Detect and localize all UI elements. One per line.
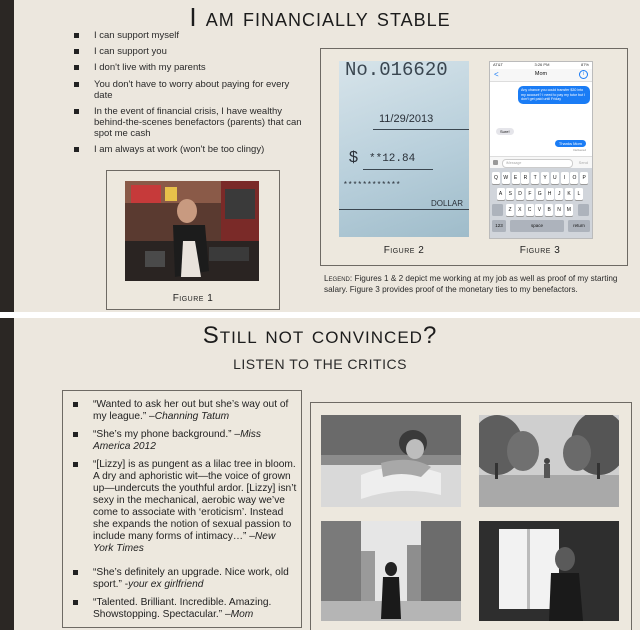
photo-lying-down — [321, 415, 461, 507]
keyboard-key-s[interactable]: S — [506, 188, 514, 200]
photo-orchard — [479, 415, 619, 507]
slide-title: Still not convinced? — [202, 322, 438, 349]
keyboard-key-w[interactable]: W — [502, 172, 510, 184]
bullet-square-icon — [73, 462, 78, 467]
keyboard-key-return[interactable]: return — [568, 220, 590, 232]
keyboard-key-c[interactable]: C — [526, 204, 534, 216]
keyboard-key-k[interactable]: K — [565, 188, 573, 200]
keyboard-key-x[interactable]: X — [516, 204, 524, 216]
keyboard-key-l[interactable]: L — [575, 188, 583, 200]
contact-name: Mom — [534, 71, 548, 77]
send-button[interactable]: Send — [578, 160, 588, 165]
bullet-square-icon — [74, 49, 79, 54]
phone-nav-bar — [490, 69, 592, 82]
quotes-box — [62, 390, 302, 628]
figure3-phone-screenshot — [489, 61, 593, 239]
check-dollars-word: DOLLAR — [431, 199, 464, 208]
bullet-item: I don't live with my parents — [94, 62, 304, 73]
check-number: No.016620 — [345, 61, 448, 81]
keyboard-key-y[interactable]: Y — [541, 172, 549, 184]
info-icon[interactable]: i — [579, 70, 588, 79]
keyboard-key-q[interactable]: Q — [492, 172, 500, 184]
bullet-item: I am always at work (won't be too clingy) — [94, 144, 304, 155]
figures2-3-frame — [320, 48, 628, 266]
figure2-check-photo — [339, 61, 469, 237]
figure-legend — [324, 274, 622, 295]
quote-source: Mom — [230, 609, 254, 620]
quote-item: “Talented. Brilliant. Incredible. Amazing. Showstopping. Spectacular.” –Mom — [93, 597, 298, 621]
keyboard-key-j[interactable]: J — [555, 188, 563, 200]
left-accent-bar — [0, 0, 14, 312]
keyboard-key-d[interactable]: D — [516, 188, 524, 200]
quote-item: “She’s my phone background.” –Miss America 2012 — [93, 429, 298, 453]
message-input[interactable]: iMessage — [502, 159, 573, 168]
figure3-caption: Figure 3 — [519, 245, 561, 256]
quote-item: “She’s definitely an upgrade. Nice work, old sport.” -your ex girlfriend — [93, 567, 298, 591]
keyboard-key-a[interactable]: A — [497, 188, 505, 200]
camera-icon[interactable] — [493, 160, 498, 165]
keyboard-key-r[interactable]: R — [521, 172, 529, 184]
phone-status-bar: AT&T 3:26 PM 87% — [493, 62, 589, 67]
check-date: 11/29/2013 — [379, 113, 434, 125]
keyboard-key-u[interactable]: U — [551, 172, 559, 184]
phone-keyboard — [490, 168, 592, 238]
photo-window-portrait — [479, 521, 619, 621]
received-message-bubble: Sure! — [496, 128, 514, 135]
keyboard-key-n[interactable]: N — [555, 204, 563, 216]
quote-item: “Wanted to ask her out but she’s way out of my league.” –Channing Tatum — [93, 399, 298, 423]
bullet-square-icon — [73, 402, 78, 407]
quote-source: Channing Tatum — [154, 411, 230, 422]
slide-subtitle: LISTEN TO THE CRITICS — [233, 356, 407, 372]
keyboard-key-space[interactable]: space — [510, 220, 564, 232]
keyboard-key-h[interactable]: H — [546, 188, 554, 200]
slide-critics — [0, 318, 640, 630]
figure1-frame — [106, 170, 280, 310]
check-amount: **12.84 — [369, 153, 416, 165]
check-stars: ************ — [343, 181, 401, 190]
figure1-caption: Figure 1 — [172, 293, 214, 304]
keyboard-key-g[interactable]: G — [536, 188, 544, 200]
bullet-square-icon — [73, 570, 78, 575]
slide-financially-stable — [0, 0, 640, 312]
keyboard-key-p[interactable]: P — [580, 172, 588, 184]
bullet-square-icon — [73, 432, 78, 437]
shift-key-icon[interactable] — [492, 204, 503, 216]
figure1-photo — [125, 181, 259, 281]
keyboard-key-v[interactable]: V — [535, 204, 543, 216]
slide-title: I am financially stable — [189, 2, 451, 32]
figure2-caption: Figure 2 — [383, 245, 425, 256]
keyboard-key-m[interactable]: M — [565, 204, 573, 216]
keyboard-key-e[interactable]: E — [512, 172, 520, 184]
bullet-item: I can support myself — [94, 30, 304, 41]
photos-box — [310, 402, 632, 630]
bullet-item: In the event of financial crisis, I have wealthy behind-the-scenes benefactors (parents) that can spot me cash — [94, 106, 304, 139]
bullet-square-icon — [74, 65, 79, 70]
keyboard-key-f[interactable]: F — [526, 188, 534, 200]
bullet-square-icon — [73, 600, 78, 605]
bullet-square-icon — [74, 82, 79, 87]
keyboard-key-b[interactable]: B — [545, 204, 553, 216]
bullet-item: You don't have to worry about paying for every date — [94, 79, 304, 101]
legend-text: Figures 1 & 2 depict me working at my job as well as proof of my starting salary. Figure 3 provides proof of the monetary ties to my benefactors. — [324, 274, 618, 294]
bullet-square-icon — [74, 33, 79, 38]
quote-item: “[Lizzy] is as pungent as a lilac tree in bloom. A dry and aphoristic wit—the voice of grown up—undercuts the youthful ardor. [Lizzy] isn’t sexy in the mechanical, aerobic way we’ve come to associate with ‘eroticism’. Instead she expands the notion of sexual passion to include many forms of intimacy…” –New York Times — [93, 459, 298, 555]
legend-heading: Legend: — [324, 274, 353, 283]
bullet-square-icon — [74, 109, 79, 114]
quote-source: Miss America 2012 — [93, 429, 261, 452]
keyboard-key-o[interactable]: O — [570, 172, 578, 184]
quote-source: New York Times — [93, 531, 276, 554]
check-dollar-sign: $ — [349, 149, 358, 166]
sent-message-bubble: Any chance you could transfer $30 into my account? I need to pay my tutor but I don't get paid until Friday — [518, 86, 590, 104]
delete-key-icon[interactable] — [578, 204, 589, 216]
delivered-label: Delivered — [573, 148, 586, 152]
photo-city-street — [321, 521, 461, 621]
keyboard-key-z[interactable]: Z — [506, 204, 514, 216]
bullet-item: I can support you — [94, 46, 304, 57]
quote-source: your ex girlfriend — [128, 579, 204, 590]
keyboard-key-t[interactable]: T — [531, 172, 539, 184]
back-icon[interactable]: < — [494, 70, 499, 79]
bullet-square-icon — [74, 147, 79, 152]
keyboard-key-123[interactable]: 123 — [492, 220, 506, 232]
keyboard-key-i[interactable]: I — [561, 172, 569, 184]
sent-thanks-bubble: Thanks Mom — [555, 140, 586, 147]
